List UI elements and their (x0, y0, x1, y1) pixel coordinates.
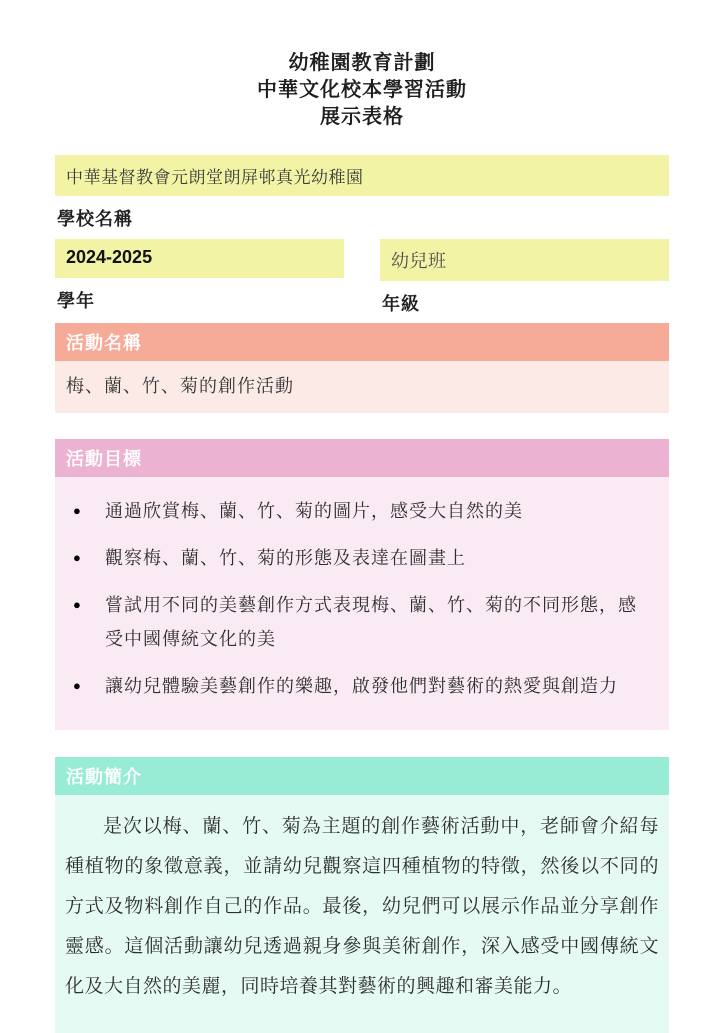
year-column (55, 239, 344, 316)
school-name-value: 中華基督教會元朗堂朗屏邨真光幼稚園 (55, 155, 669, 196)
page-title (0, 0, 724, 131)
bullet-icon: ● (73, 678, 82, 693)
objective-text: 嘗試用不同的美藝創作方式表現梅、蘭、竹、菊的不同形態，感受中國傳統文化的美 (105, 595, 637, 649)
form-content (55, 155, 669, 1033)
grade-column (380, 239, 669, 316)
title-line-3: 展示表格 (320, 106, 404, 128)
introduction-header: 活動簡介 (55, 757, 669, 795)
introduction-section (55, 757, 669, 1033)
objectives-section (55, 439, 669, 730)
bullet-icon: ● (73, 597, 82, 612)
objective-item (69, 494, 655, 528)
title-line-2: 中華文化校本學習活動 (257, 79, 467, 101)
year-grade-row (55, 239, 669, 316)
activity-name-section (55, 323, 669, 413)
title-line-1: 幼稚園教育計劃 (288, 52, 436, 74)
school-year-value: 2024-2025 (55, 239, 344, 278)
objectives-header: 活動目標 (55, 439, 669, 477)
activity-name-value: 梅、蘭、竹、菊的創作活動 (55, 361, 669, 413)
activity-name-header: 活動名稱 (55, 323, 669, 361)
grade-value: 幼兒班 (380, 239, 669, 281)
objective-item (69, 669, 655, 703)
objective-text: 觀察梅、蘭、竹、菊的形態及表達在圖畫上 (105, 548, 466, 568)
objectives-list (69, 494, 655, 703)
school-year-label: 學年 (57, 291, 95, 311)
objective-text: 讓幼兒體驗美藝創作的樂趣，啟發他們對藝術的熱愛與創造力 (105, 676, 618, 696)
objectives-body (55, 477, 669, 730)
objective-item (69, 541, 655, 575)
objective-text: 通過欣賞梅、蘭、竹、菊的圖片，感受大自然的美 (105, 501, 523, 521)
school-name-label: 學校名稱 (57, 209, 133, 229)
objective-item (69, 588, 655, 656)
bullet-icon: ● (73, 550, 82, 565)
introduction-text: 是次以梅、蘭、竹、菊為主題的創作藝術活動中，老師會介紹每種植物的象徵意義，並請幼兒觀察這四種植物的特徵，然後以不同的方式及物料創作自己的作品。最後，幼兒們可以展示作品並分享創作靈感。這個活動讓幼兒透過親身參與美術創作，深入感受中國傳統文化及大自然的美麗，同時培養其對藝術的興趣和審美能力。 (65, 816, 659, 997)
introduction-body (55, 795, 669, 1033)
bullet-icon: ● (73, 503, 82, 518)
grade-label: 年級 (382, 294, 420, 314)
